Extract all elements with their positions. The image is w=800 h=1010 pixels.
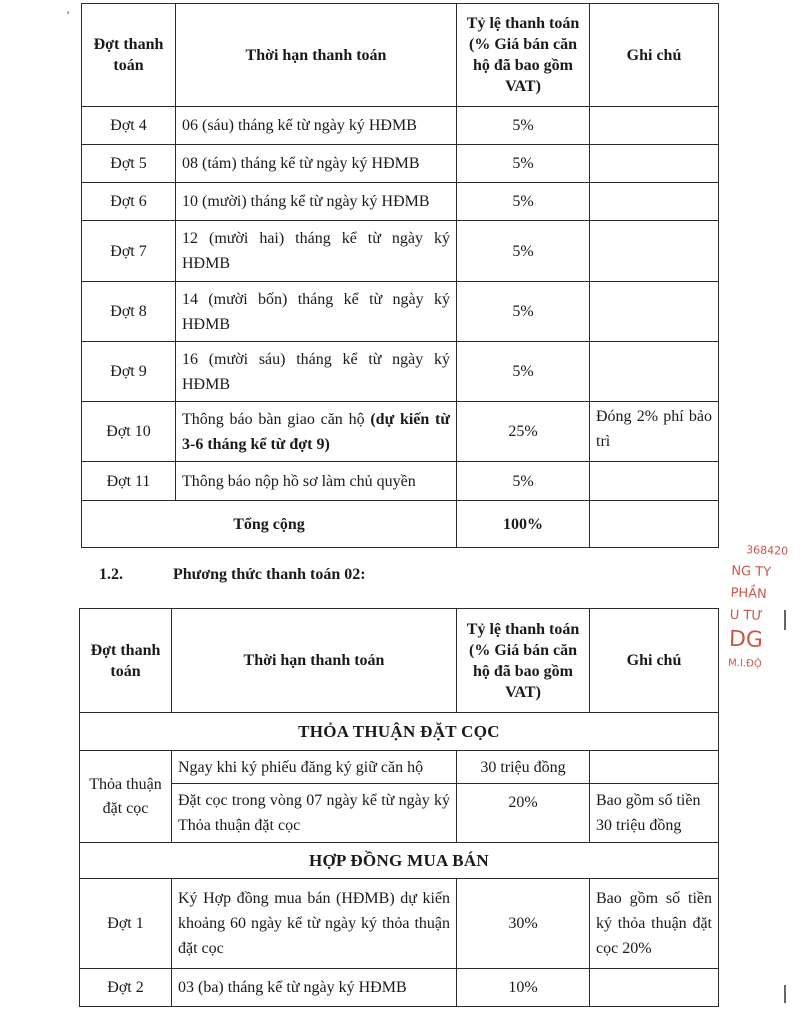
stamp-line: DG: [728, 626, 764, 653]
rate-cell: 30%: [457, 879, 590, 969]
stamp-line: M.I.ĐỘ: [727, 657, 762, 670]
table-row: [82, 107, 719, 145]
scan-edge-mark: [784, 985, 786, 1003]
table-row: [80, 751, 719, 784]
rate-cell: 10%: [457, 969, 590, 1007]
phase-cell: Đợt 5: [82, 145, 176, 183]
term-bold-text: (dự kiến từ 3-6 tháng kể từ đợt 9): [182, 410, 450, 453]
term-cell: 12 (mười hai) tháng kể từ ngày ký HĐMB: [176, 221, 457, 282]
term-cell: 14 (mười bốn) tháng kể từ ngày ký HĐMB: [176, 282, 457, 342]
table-row: [82, 342, 719, 402]
rate-cell: 5%: [457, 107, 590, 145]
term-cell: 10 (mười) tháng kể từ ngày ký HĐMB: [176, 183, 457, 221]
stamp-line: PHẦN: [730, 585, 768, 603]
term-cell: Đặt cọc trong vòng 07 ngày kể từ ngày ký Thỏa thuận đặt cọc: [172, 784, 457, 843]
phase-cell: Đợt 4: [82, 107, 176, 145]
payment-schedule-table-1: [81, 3, 719, 548]
phase-cell: Đợt 9: [82, 342, 176, 402]
header-rate: Tỷ lệ thanh toán (% Giá bán căn hộ đã bao gồm VAT): [457, 4, 590, 107]
rate-cell: 20%: [457, 784, 590, 843]
total-value: 100%: [457, 501, 590, 548]
note-cell: [590, 501, 719, 548]
note-cell: [590, 282, 719, 342]
rate-cell: 25%: [457, 402, 590, 462]
header-term: Thời hạn thanh toán: [176, 4, 457, 107]
note-cell: [590, 462, 719, 501]
table-header-row: [82, 4, 719, 107]
phase-cell: Thỏa thuận đặt cọc: [80, 751, 172, 843]
note-cell: [590, 969, 719, 1007]
note-cell: [590, 751, 719, 784]
note-cell: [590, 221, 719, 282]
note-cell: Đóng 2% phí bảo trì: [590, 402, 719, 462]
company-stamp: [728, 539, 800, 681]
term-cell: Ngay khi ký phiếu đăng ký giữ căn hộ: [172, 751, 457, 784]
section-title: Phương thức thanh toán 02:: [173, 566, 366, 583]
term-cell: 08 (tám) tháng kể từ ngày ký HĐMB: [176, 145, 457, 183]
table-row: [82, 462, 719, 501]
stamp-line: 368420: [745, 543, 789, 558]
header-phase: Đợt thanh toán: [80, 609, 172, 713]
stamp-line: U TƯ: [729, 607, 763, 624]
note-cell: Bao gồm số tiền ký thỏa thuận đặt cọc 20%: [590, 879, 719, 969]
stamp-line: NG TY: [731, 563, 772, 581]
rate-cell: 5%: [457, 342, 590, 402]
phase-cell: Đợt 2: [80, 969, 172, 1007]
header-term: Thời hạn thanh toán: [172, 609, 457, 713]
term-cell: 06 (sáu) tháng kể từ ngày ký HĐMB: [176, 107, 457, 145]
table-row: [82, 282, 719, 342]
table-row: [80, 879, 719, 969]
rate-cell: 30 triệu đồng: [457, 751, 590, 784]
phase-cell: Đợt 1: [80, 879, 172, 969]
section-contract-title: HỢP ĐỒNG MUA BÁN: [80, 843, 719, 879]
term-cell: 16 (mười sáu) tháng kể từ ngày ký HĐMB: [176, 342, 457, 402]
rate-cell: 5%: [457, 183, 590, 221]
header-phase: Đợt thanh toán: [82, 4, 176, 107]
scan-edge-mark: [784, 610, 786, 630]
section-deposit-title: THỎA THUẬN ĐẶT CỌC: [80, 713, 719, 751]
phase-cell: Đợt 8: [82, 282, 176, 342]
scan-mark: ’: [66, 8, 70, 22]
header-note: Ghi chú: [590, 609, 719, 713]
rate-cell: 5%: [457, 462, 590, 501]
rate-cell: 5%: [457, 145, 590, 183]
note-cell: [590, 183, 719, 221]
table-row: [82, 145, 719, 183]
table-header-row: [80, 609, 719, 713]
table-row: [80, 784, 719, 843]
note-cell: [590, 107, 719, 145]
rate-cell: 5%: [457, 221, 590, 282]
total-row: [82, 501, 719, 548]
section-row-contract: [80, 843, 719, 879]
term-cell: Ký Hợp đồng mua bán (HĐMB) dự kiến khoảng 60 ngày kể từ ngày ký thỏa thuận đặt cọc: [172, 879, 457, 969]
section-row-deposit: [80, 713, 719, 751]
note-cell: [590, 145, 719, 183]
rate-cell: 5%: [457, 282, 590, 342]
term-cell: 03 (ba) tháng kể từ ngày ký HĐMB: [172, 969, 457, 1007]
term-cell: [176, 402, 457, 462]
section-number: 1.2.: [99, 566, 123, 583]
header-rate: Tỷ lệ thanh toán (% Giá bán căn hộ đã bao gồm VAT): [457, 609, 590, 713]
payment-schedule-table-2: [79, 608, 719, 1007]
phase-cell: Đợt 6: [82, 183, 176, 221]
term-cell: Thông báo nộp hồ sơ làm chủ quyền: [176, 462, 457, 501]
table-row: [82, 221, 719, 282]
note-cell: Bao gồm số tiền 30 triệu đồng: [590, 784, 719, 843]
header-note: Ghi chú: [590, 4, 719, 107]
total-label: Tổng cộng: [82, 501, 457, 548]
phase-cell: Đợt 10: [82, 402, 176, 462]
term-text: Thông báo bàn giao căn hộ: [182, 410, 371, 428]
note-cell: [590, 342, 719, 402]
table-row: [80, 969, 719, 1007]
table-row: [82, 183, 719, 221]
table-row: [82, 402, 719, 462]
phase-cell: Đợt 7: [82, 221, 176, 282]
phase-cell: Đợt 11: [82, 462, 176, 501]
section-heading: [99, 566, 366, 584]
